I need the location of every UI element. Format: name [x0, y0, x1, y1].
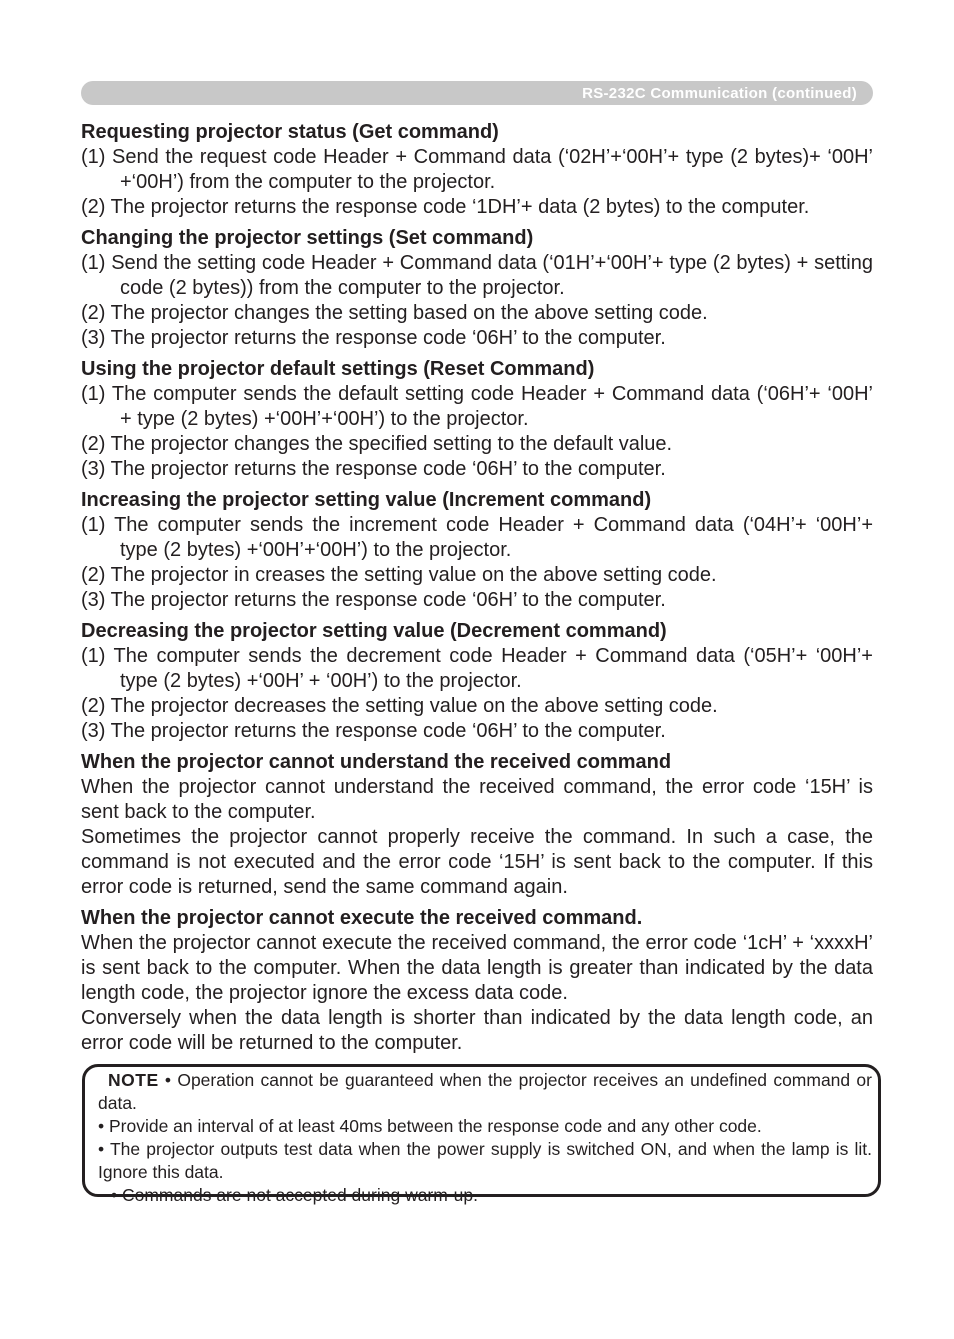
list-item: (1) The computer sends the increment code Header + Command data (‘04H’+ ‘00H’+ type (2 bytes) +‘00H’+‘00H’) to the projector. [81, 514, 873, 561]
section-set-command [81, 226, 873, 351]
list-item: (3) The projector returns the response code ‘06H’ to the computer. [81, 720, 666, 742]
note-text: • Operation cannot be guaranteed when the projector receives an undefined command or data. [98, 1070, 872, 1113]
section-title: Increasing the projector setting value (Increment command) [81, 489, 652, 511]
note-line: • The projector outputs test data when the power supply is switched ON, and when the lamp is lit. Ignore this data. [98, 1139, 872, 1182]
section-title: Decreasing the projector setting value (Decrement command) [81, 620, 667, 642]
list-item: (3) The projector returns the response code ‘06H’ to the computer. [81, 458, 666, 480]
section-get-command [81, 120, 873, 220]
list-item: (2) The projector changes the setting based on the above setting code. [81, 302, 708, 324]
paragraph: When the projector cannot execute the received command, the error code ‘1cH’ + ‘xxxxH’ is sent back to the computer. When the data length is greater than indicated by the data length code, the projector ignore the excess data code. [81, 932, 873, 1004]
list-item: (2) The projector returns the response code ‘1DH’+ data (2 bytes) to the computer. [81, 196, 810, 218]
list-item: (3) The projector returns the response code ‘06H’ to the computer. [81, 327, 666, 349]
section-title: Changing the projector settings (Set command) [81, 227, 534, 249]
note-line: • Provide an interval of at least 40ms between the response code and any other code. [98, 1116, 762, 1136]
list-item: (1) The computer sends the decrement code Header + Command data (‘05H’+ ‘00H’+ type (2 bytes) +‘00H’ + ‘00H’) to the projector. [81, 645, 873, 692]
paragraph: When the projector cannot understand the received command, the error code ‘15H’ is sent back to the computer. [81, 776, 873, 823]
section-title: Requesting projector status (Get command) [81, 121, 499, 143]
section-title: When the projector cannot execute the received command. [81, 907, 643, 929]
list-item: (2) The projector in creases the setting value on the above setting code. [81, 564, 717, 586]
section-title: Using the projector default settings (Reset Command) [81, 358, 595, 380]
note-label: NOTE [108, 1070, 159, 1090]
list-item: (1) Send the request code Header + Command data (‘02H’+‘00H’+ type (2 bytes)+ ‘00H’ +‘00H’) from the computer to the projector. [81, 146, 873, 193]
section-title: When the projector cannot understand the received command [81, 751, 672, 773]
note-line: • Commands are not accepted during warm-up. [111, 1185, 478, 1205]
section-increment-command [81, 488, 873, 613]
document-body [81, 120, 873, 1062]
paragraph: Conversely when the data length is shorter than indicated by the data length code, an error code will be returned to the computer. [81, 1007, 873, 1054]
list-item: (3) The projector returns the response code ‘06H’ to the computer. [81, 589, 666, 611]
list-item: (2) The projector changes the specified setting to the default value. [81, 433, 673, 455]
list-item: (1) Send the setting code Header + Command data (‘01H’+‘00H’+ type (2 bytes) + setting code (2 bytes)) from the computer to the projector. [81, 252, 873, 299]
list-item: (2) The projector decreases the setting value on the above setting code. [81, 695, 718, 717]
section-cannot-understand [81, 750, 873, 900]
note-box [82, 1064, 881, 1205]
section-cannot-execute [81, 906, 873, 1056]
section-reset-command [81, 357, 873, 482]
list-item: (1) The computer sends the default setting code Header + Command data (‘06H’+ ‘00H’ + type (2 bytes) +‘00H’+‘00H’) to the projector. [81, 383, 873, 430]
section-decrement-command [81, 619, 873, 744]
header-bar [81, 81, 873, 105]
note-line [98, 1069, 872, 1115]
page-header-title: RS-232C Communication (continued) [582, 85, 857, 102]
paragraph: Sometimes the projector cannot properly receive the command. In such a case, the command is not executed and the error code ‘15H’ is sent back to the computer. If this error code is returned, send the same command again. [81, 826, 873, 898]
